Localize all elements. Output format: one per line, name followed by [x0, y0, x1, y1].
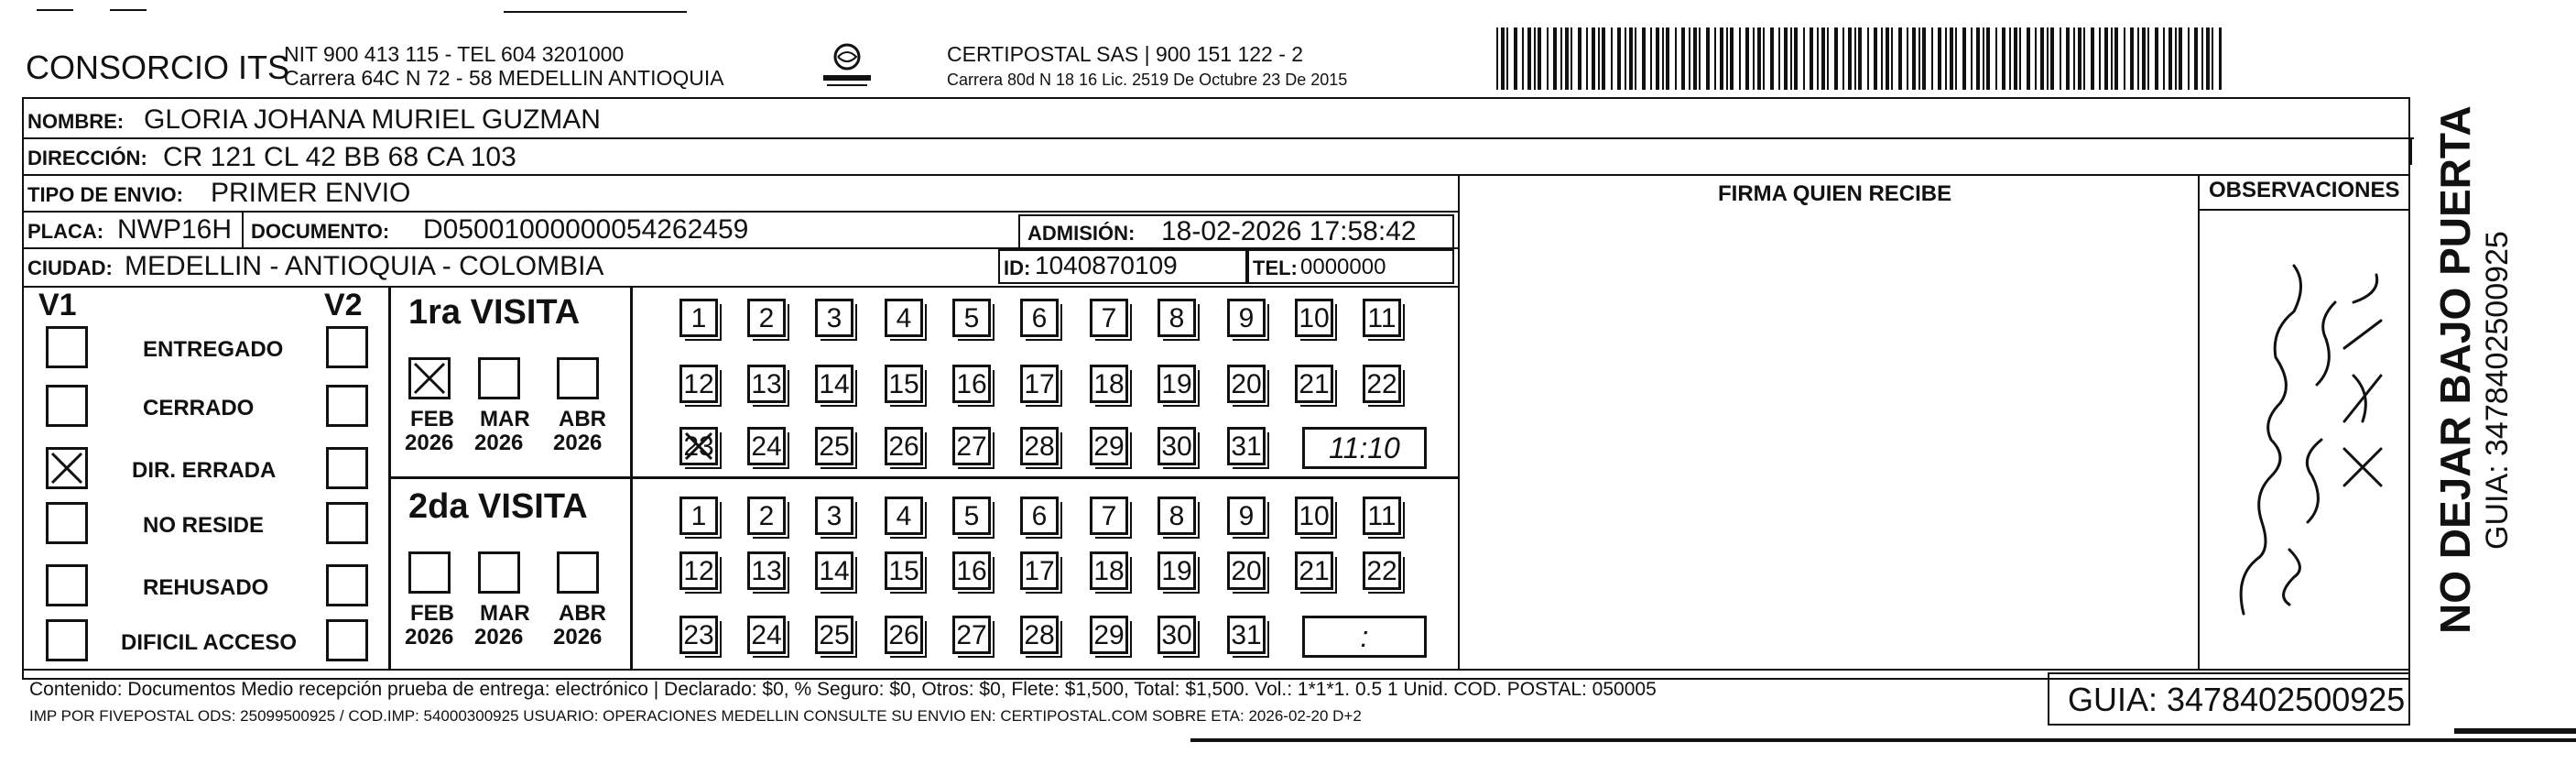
visita1-month-label-mar: MAR	[480, 407, 530, 431]
v2-checkbox-5[interactable]	[326, 619, 368, 661]
status-label-2: DIR. ERRADA	[132, 458, 277, 483]
firma-label: FIRMA QUIEN RECIBE	[1718, 181, 1952, 206]
visita1-day-31[interactable]: 31	[1227, 427, 1266, 465]
visita2-year-label-mar: 2026	[474, 625, 524, 649]
v1-label: V1	[38, 288, 77, 322]
tel-value: 0000000	[1300, 255, 1386, 279]
visita1-day-27[interactable]: 27	[952, 427, 991, 465]
visita2-day-25[interactable]: 25	[815, 616, 853, 654]
visita2-day-29[interactable]: 29	[1090, 616, 1128, 654]
visita2-day-20[interactable]: 20	[1227, 551, 1266, 590]
placa-label: PLACA:	[27, 220, 104, 243]
visita2-day-14[interactable]: 14	[815, 551, 853, 590]
v1-checkbox-5[interactable]	[46, 619, 88, 661]
visita2-day-16[interactable]: 16	[952, 551, 991, 590]
visita1-day-15[interactable]: 15	[885, 365, 923, 403]
visita2-day-18[interactable]: 18	[1090, 551, 1128, 590]
visita1-day-7[interactable]: 7	[1090, 299, 1128, 337]
ciudad-label: CIUDAD:	[27, 256, 113, 279]
visita1-day-17[interactable]: 17	[1020, 365, 1059, 403]
visita1-day-8[interactable]: 8	[1158, 299, 1196, 337]
visita1-day-25[interactable]: 25	[815, 427, 853, 465]
v2-checkbox-1[interactable]	[326, 385, 368, 427]
visita2-month-box-mar[interactable]	[478, 551, 520, 594]
visita2-day-22[interactable]: 22	[1363, 551, 1401, 590]
visita2-time-field[interactable]: :	[1302, 616, 1427, 658]
visita1-title: 1ra VISITA	[408, 293, 581, 332]
visita2-day-31[interactable]: 31	[1227, 616, 1266, 654]
visita1-day-19[interactable]: 19	[1158, 365, 1196, 403]
nombre-value: GLORIA JOHANA MURIEL GUZMAN	[144, 104, 601, 135]
visita1-month-box-abr[interactable]	[557, 357, 599, 399]
barcode	[1496, 27, 2222, 90]
visita2-month-label-mar: MAR	[480, 601, 530, 626]
visita1-day-6[interactable]: 6	[1020, 299, 1059, 337]
visita1-day-30[interactable]: 30	[1158, 427, 1196, 465]
visita1-month-label-feb: FEB	[410, 407, 454, 431]
visita2-month-label-abr: ABR	[559, 601, 606, 626]
v2-checkbox-2[interactable]	[326, 447, 368, 489]
visita1-day-22[interactable]: 22	[1363, 365, 1401, 403]
visita2-day-2[interactable]: 2	[747, 497, 786, 535]
v2-checkbox-4[interactable]	[326, 564, 368, 606]
visita1-day-4[interactable]: 4	[885, 299, 923, 337]
visita1-year-label-mar: 2026	[474, 431, 524, 455]
visita2-title: 2da VISITA	[408, 487, 588, 526]
v2-checkbox-0[interactable]	[326, 326, 368, 368]
v1-checkbox-3[interactable]	[46, 502, 88, 544]
visita1-day-10[interactable]: 10	[1295, 299, 1333, 337]
status-label-5: DIFICIL ACCESO	[121, 630, 298, 655]
visita2-day-27[interactable]: 27	[952, 616, 991, 654]
visita2-day-7[interactable]: 7	[1090, 497, 1128, 535]
carrier-name: CERTIPOSTAL SAS | 900 151 122 - 2	[947, 42, 1304, 66]
visita1-month-box-mar[interactable]	[478, 357, 520, 399]
visita2-day-3[interactable]: 3	[815, 497, 853, 535]
visita2-day-24[interactable]: 24	[747, 616, 786, 654]
visita1-day-9[interactable]: 9	[1227, 299, 1266, 337]
visita1-day-3[interactable]: 3	[815, 299, 853, 337]
visita2-day-23[interactable]: 23	[679, 616, 718, 654]
ciudad-value: MEDELLIN - ANTIOQUIA - COLOMBIA	[125, 251, 604, 281]
visita2-day-5[interactable]: 5	[952, 497, 991, 535]
visita2-day-15[interactable]: 15	[885, 551, 923, 590]
visita1-day-2[interactable]: 2	[747, 299, 786, 337]
tipo-envio-value: PRIMER ENVIO	[211, 178, 411, 208]
status-label-0: ENTREGADO	[143, 337, 284, 362]
id-label: ID:	[1004, 256, 1031, 279]
v1-checkbox-0[interactable]	[46, 326, 88, 368]
visita1-year-label-feb: 2026	[405, 431, 454, 455]
visita2-day-6[interactable]: 6	[1020, 497, 1059, 535]
v2-label: V2	[324, 288, 363, 322]
visita2-day-21[interactable]: 21	[1295, 551, 1333, 590]
status-label-1: CERRADO	[143, 396, 255, 420]
side-guia: GUIA: 3478402500925	[2480, 231, 2515, 550]
documento-value: D05001000000054262459	[423, 214, 749, 245]
v1-checkbox-2[interactable]	[46, 447, 88, 489]
visita1-day-5[interactable]: 5	[952, 299, 991, 337]
tel-label: TEL:	[1253, 256, 1298, 279]
visita1-day-28[interactable]: 28	[1020, 427, 1059, 465]
visita1-month-box-feb[interactable]	[408, 357, 451, 399]
tipo-envio-label: TIPO DE ENVIO:	[27, 183, 183, 206]
visita2-month-box-feb[interactable]	[408, 551, 451, 594]
visita2-day-8[interactable]: 8	[1158, 497, 1196, 535]
visita1-day-29[interactable]: 29	[1090, 427, 1128, 465]
visita2-day-17[interactable]: 17	[1020, 551, 1059, 590]
carrier-address: Carrera 80d N 18 16 Lic. 2519 De Octubre 23 De 2015	[947, 71, 1348, 89]
visita1-day-1[interactable]: 1	[679, 299, 718, 337]
v1-checkbox-4[interactable]	[46, 564, 88, 606]
visita2-day-19[interactable]: 19	[1158, 551, 1196, 590]
company-address: Carrera 64C N 72 - 58 MEDELLIN ANTIOQUIA	[284, 66, 724, 90]
visita2-day-13[interactable]: 13	[747, 551, 786, 590]
observaciones-label: OBSERVACIONES	[2209, 178, 2400, 202]
company-name: CONSORCIO ITS	[26, 49, 290, 86]
observaciones-handwriting	[2207, 247, 2399, 641]
visita1-day-26[interactable]: 26	[885, 427, 923, 465]
status-label-3: NO RESIDE	[143, 513, 265, 538]
no-dejar-bajo-puerta: NO DEJAR BAJO PUERTA	[2431, 105, 2479, 634]
certipostal-logo	[818, 40, 876, 92]
documento-label: DOCUMENTO:	[251, 220, 390, 243]
visita2-month-label-feb: FEB	[410, 601, 454, 626]
visita2-day-10[interactable]: 10	[1295, 497, 1333, 535]
admision-value: 18-02-2026 17:58:42	[1161, 216, 1417, 246]
placa-value: NWP16H	[117, 214, 233, 245]
tear-line	[1190, 738, 2576, 742]
visita2-day-11[interactable]: 11	[1363, 497, 1401, 535]
footer-guia: GUIA: 3478402500925	[2068, 681, 2406, 718]
visita1-month-label-abr: ABR	[559, 407, 606, 431]
tear-line-edge	[2454, 728, 2576, 734]
visita2-day-4[interactable]: 4	[885, 497, 923, 535]
visita1-day-14[interactable]: 14	[815, 365, 853, 403]
id-value: 1040870109	[1035, 251, 1178, 279]
direccion-value: CR 121 CL 42 BB 68 CA 103	[163, 142, 516, 172]
visita1-year-label-abr: 2026	[553, 431, 603, 455]
footer-contenido: Contenido: Documentos Medio recepción prueba de entrega: electrónico | Declarado: $0, % Seguro: $0, Otros: $0, Flete: $1,500, Total: $1,500. Vol.: 1*1*1. 0.5 1 Unid. COD. POSTAL: 050005	[29, 679, 1657, 700]
visita1-day-20[interactable]: 20	[1227, 365, 1266, 403]
visita1-day-12[interactable]: 12	[679, 365, 718, 403]
visita2-day-1[interactable]: 1	[679, 497, 718, 535]
nombre-label: NOMBRE:	[27, 110, 125, 133]
visita1-day-23[interactable]: 23	[679, 427, 718, 465]
visita1-day-13[interactable]: 13	[747, 365, 786, 403]
visita2-day-28[interactable]: 28	[1020, 616, 1059, 654]
v1-checkbox-1[interactable]	[46, 385, 88, 427]
visita1-day-16[interactable]: 16	[952, 365, 991, 403]
company-nit: NIT 900 413 115 - TEL 604 3201000	[284, 42, 625, 66]
admision-label: ADMISIÓN:	[1027, 222, 1136, 245]
footer-imp: IMP POR FIVEPOSTAL ODS: 25099500925 / COD.IMP: 54000300925 USUARIO: OPERACIONES MEDELLIN CONSULTE SU ENVIO EN: CERTIPOSTAL.COM SOBRE ETA: 2026-02-20 D+2	[29, 707, 1362, 725]
visita2-year-label-abr: 2026	[553, 625, 603, 649]
visita1-day-11[interactable]: 11	[1363, 299, 1401, 337]
visita2-day-30[interactable]: 30	[1158, 616, 1196, 654]
visita2-year-label-feb: 2026	[405, 625, 454, 649]
status-label-4: REHUSADO	[143, 575, 269, 600]
visita1-day-21[interactable]: 21	[1295, 365, 1333, 403]
visita1-day-24[interactable]: 24	[747, 427, 786, 465]
visita1-time-field[interactable]: 11:10	[1302, 427, 1427, 469]
visita2-day-9[interactable]: 9	[1227, 497, 1266, 535]
v2-checkbox-3[interactable]	[326, 502, 368, 544]
visita2-day-26[interactable]: 26	[885, 616, 923, 654]
visita2-day-12[interactable]: 12	[679, 551, 718, 590]
direccion-label: DIRECCIÓN:	[27, 147, 147, 169]
visita1-day-18[interactable]: 18	[1090, 365, 1128, 403]
visita2-month-box-abr[interactable]	[557, 551, 599, 594]
